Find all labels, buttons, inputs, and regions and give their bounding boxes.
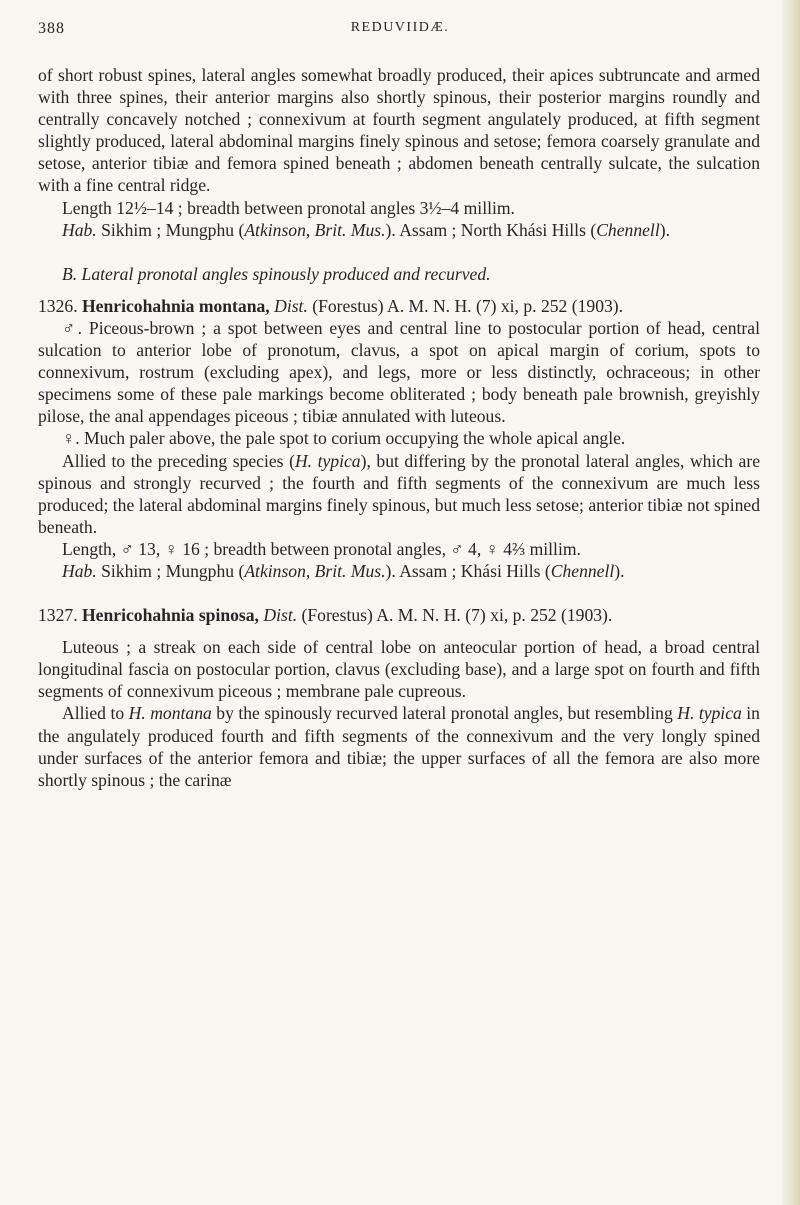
- running-title: REDUVIIDÆ.: [350, 20, 450, 35]
- hab-text: ). Assam ; North Khási Hills (: [385, 219, 597, 240]
- species-description: Luteous ; a streak on each side of central lobe on anteocular portion of head, a broad central longitudinal fascia on postocular portion, clavus (excluding base), and a large spot on fourth and fifth segments of connexivum piceous ; membrane pale cupreous.: [38, 637, 760, 702]
- hab-text: ). Assam ; Khási Hills (: [385, 560, 551, 581]
- species-authority: Dist.: [263, 605, 298, 626]
- page-header: [38, 20, 762, 44]
- habitat-paragraph: [38, 560, 760, 582]
- hab-text: ).: [659, 219, 670, 240]
- hab-collector: Chennell: [550, 560, 615, 581]
- allied-paragraph: [38, 702, 760, 790]
- allied-text: by the spinously recurved lateral pronotal angles, but resembling: [211, 703, 678, 724]
- allied-text: Allied to the preceding species (: [62, 450, 295, 471]
- hab-label: Hab.: [62, 219, 97, 240]
- species-heading: [38, 295, 760, 317]
- section-heading: [38, 263, 760, 285]
- species-citation: (Forestus) A. M. N. H. (7) xi, p. 252 (1903).: [297, 605, 613, 626]
- male-description: ♂. Piceous-brown ; a spot between eyes and central line to postocular portion of head, central sulcation to anterior lobe of pronotum, clavus, a spot on apical margin of corium, spots to connexivum, rostrum (excluding apex), and legs, more or less distinctly, ochraceous; in other specimens some of these pale markings become obliterated ; body beneath pale brownish, greyishly pilose, the anal appendages piceous ; tibiæ annulated with luteous.: [38, 317, 760, 427]
- hab-text: ).: [614, 560, 625, 581]
- hab-text: Sikhim ; Mungphu (: [96, 219, 245, 240]
- measurement-paragraph: Length 12½–14 ; breadth between pronotal angles 3½–4 millim.: [62, 197, 515, 218]
- species-name: Henricohahnia montana,: [82, 295, 270, 316]
- allied-species: H. typica: [677, 703, 742, 724]
- allied-text: Allied to: [62, 703, 129, 724]
- hab-collector: Chennell: [596, 219, 660, 240]
- allied-species: H. typica: [294, 450, 361, 471]
- species-name: Henricohahnia spinosa,: [82, 605, 259, 626]
- hab-label: Hab.: [62, 560, 97, 581]
- allied-paragraph: [38, 450, 760, 538]
- allied-text: ), but differing by the pronotal lateral angles, which are spinous and strongly recurved ; the fourth and fifth segments of the connexivum are much less produced; the lateral abdominal margins finely spinous, but much less setose; anterior tibiæ not spined beneath.: [38, 450, 761, 537]
- species-number: 1326.: [38, 295, 78, 316]
- measurement-paragraph: Length, ♂ 13, ♀ 16 ; breadth between pronotal angles, ♂ 4, ♀ 4⅔ millim.: [62, 538, 581, 559]
- paragraph-continued: of short robust spines, lateral angles somewhat broadly produced, their apices subtruncate and armed with three spines, their anterior margins also shortly spinous, their posterior margins roundly and centrally concavely notched ; connexivum at fourth segment angulately produced, at fifth segment slightly produced, lateral abdominal margins finely spinous and setose; femora coarsely granulate and setose, anterior tibiæ and femora spined beneath ; abdomen beneath centrally sulcate, the sulcation with a fine central ridge.: [38, 65, 760, 196]
- page-edge: [782, 0, 800, 1205]
- species-citation: (Forestus) A. M. N. H. (7) xi, p. 252 (1903).: [307, 295, 624, 316]
- species-number: 1327.: [38, 605, 78, 626]
- hab-collector: Atkinson, Brit. Mus.: [244, 560, 386, 581]
- section-heading-text: B. Lateral pronotal angles spinously produced and recurved.: [62, 263, 491, 284]
- habitat-paragraph: [38, 219, 760, 241]
- hab-collector: Atkinson, Brit. Mus.: [244, 219, 386, 240]
- female-description: ♀. Much paler above, the pale spot to corium occupying the whole apical angle.: [62, 428, 626, 449]
- allied-text: in the angulately produced fourth and fifth segments of the connexivum and the very longly spined under surfaces of the anterior femora and tibiæ; the upper surfaces of all the femora are also more shortly spinous ; the carinæ: [38, 703, 760, 790]
- allied-species: H. montana: [128, 703, 212, 724]
- species-authority: Dist.: [274, 295, 308, 316]
- hab-text: Sikhim ; Mungphu (: [96, 560, 245, 581]
- page-number: 388: [38, 20, 65, 37]
- species-heading: [38, 604, 760, 626]
- page-body: [38, 64, 760, 791]
